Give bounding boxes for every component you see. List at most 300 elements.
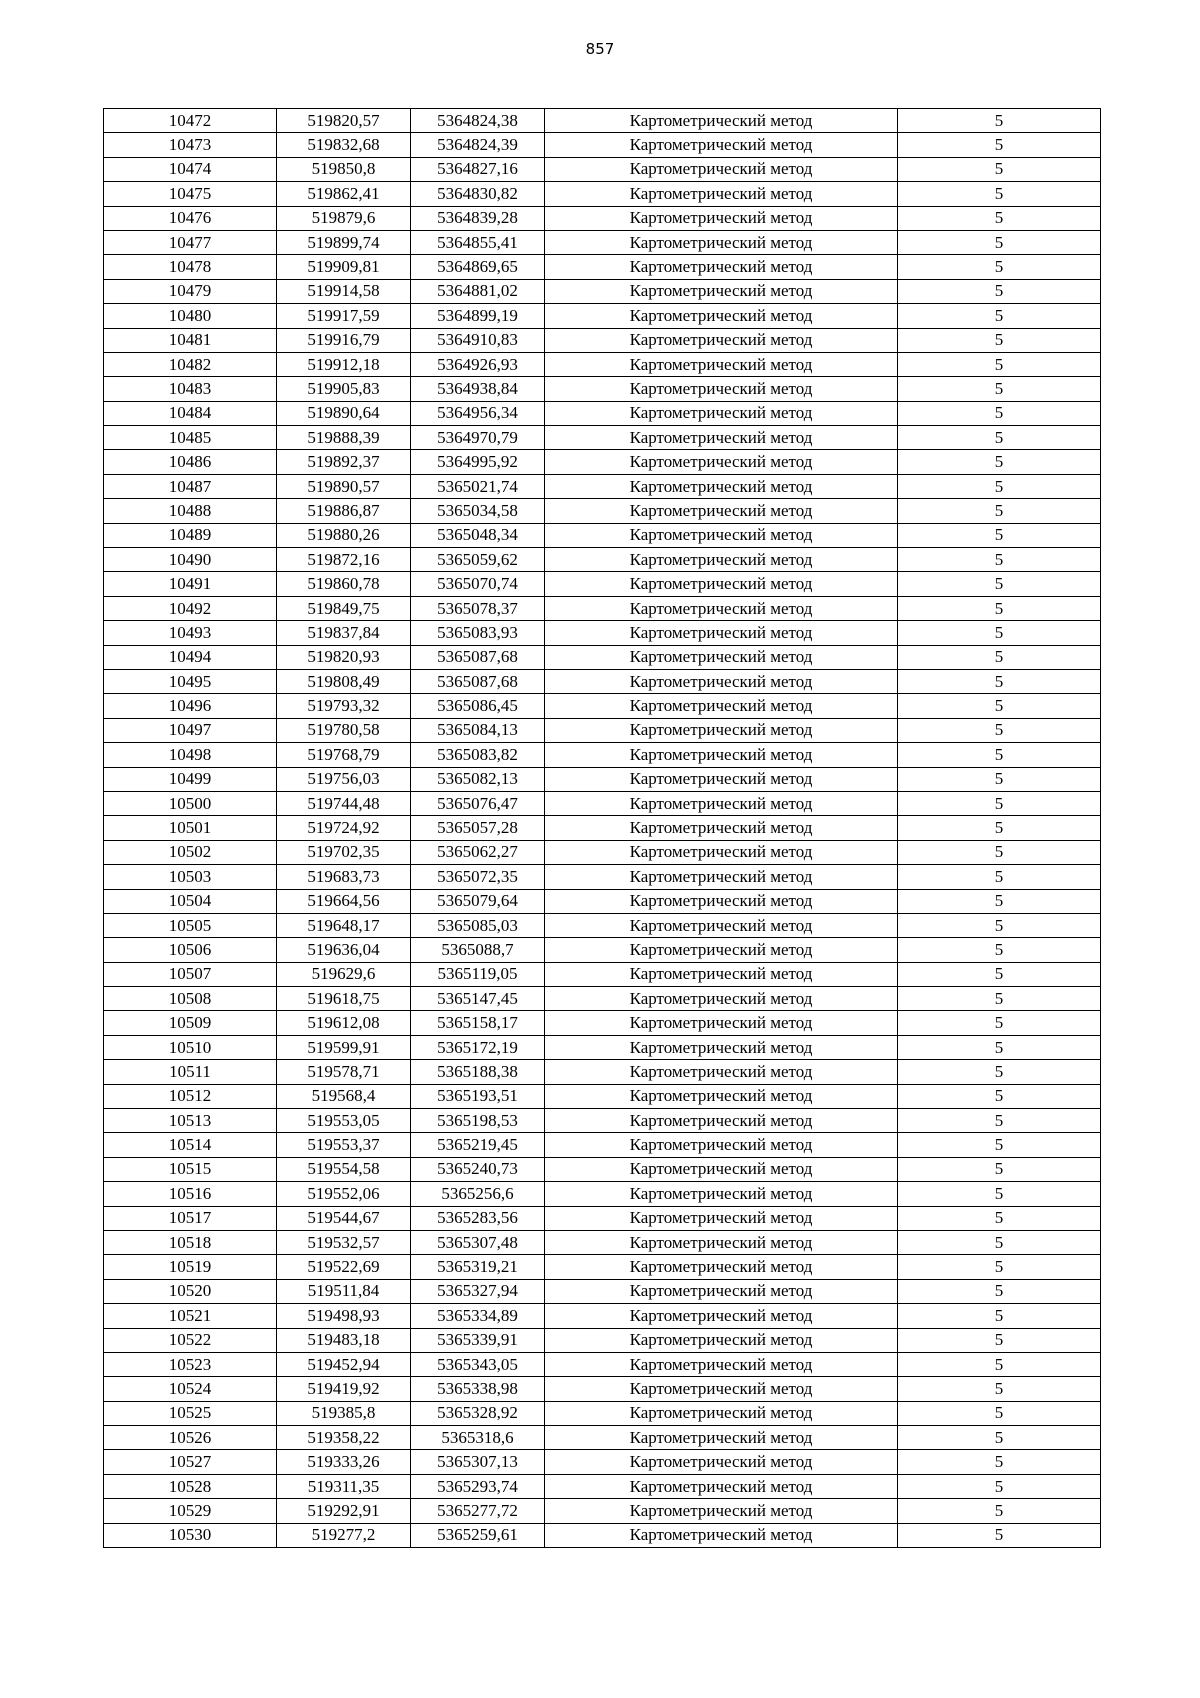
- accuracy-cell: 5: [898, 1084, 1101, 1108]
- y-coordinate-cell: 5365343,05: [411, 1352, 545, 1376]
- table-row: [104, 962, 1101, 986]
- y-coordinate-cell: 5365079,64: [411, 889, 545, 913]
- x-coordinate-cell: 519917,59: [277, 304, 411, 328]
- y-coordinate-cell: 5365328,92: [411, 1401, 545, 1425]
- table-body: [104, 109, 1101, 1548]
- x-coordinate-cell: 519832,68: [277, 133, 411, 157]
- accuracy-cell: 5: [898, 304, 1101, 328]
- point-number-cell: 10524: [104, 1377, 277, 1401]
- point-number-cell: 10503: [104, 865, 277, 889]
- x-coordinate-cell: 519808,49: [277, 669, 411, 693]
- y-coordinate-cell: 5365087,68: [411, 645, 545, 669]
- accuracy-cell: 5: [898, 279, 1101, 303]
- table-row: [104, 743, 1101, 767]
- y-coordinate-cell: 5365070,74: [411, 572, 545, 596]
- point-number-cell: 10491: [104, 572, 277, 596]
- table-row: [104, 1352, 1101, 1376]
- x-coordinate-cell: 519862,41: [277, 182, 411, 206]
- point-number-cell: 10527: [104, 1450, 277, 1474]
- table-row: [104, 1401, 1101, 1425]
- y-coordinate-cell: 5365086,45: [411, 694, 545, 718]
- table-row: [104, 1377, 1101, 1401]
- table-row: [104, 1328, 1101, 1352]
- y-coordinate-cell: 5365318,6: [411, 1426, 545, 1450]
- table-row: [104, 109, 1101, 133]
- accuracy-cell: 5: [898, 596, 1101, 620]
- point-number-cell: 10473: [104, 133, 277, 157]
- y-coordinate-cell: 5365172,19: [411, 1035, 545, 1059]
- point-number-cell: 10477: [104, 230, 277, 254]
- y-coordinate-cell: 5365085,03: [411, 913, 545, 937]
- method-cell: Картометрический метод: [545, 548, 898, 572]
- point-number-cell: 10520: [104, 1279, 277, 1303]
- y-coordinate-cell: 5365059,62: [411, 548, 545, 572]
- point-number-cell: 10494: [104, 645, 277, 669]
- point-number-cell: 10476: [104, 206, 277, 230]
- accuracy-cell: 5: [898, 328, 1101, 352]
- table-row: [104, 1499, 1101, 1523]
- point-number-cell: 10519: [104, 1255, 277, 1279]
- table-row: [104, 1279, 1101, 1303]
- point-number-cell: 10528: [104, 1474, 277, 1498]
- point-number-cell: 10483: [104, 377, 277, 401]
- table-row: [104, 889, 1101, 913]
- table-row: [104, 352, 1101, 376]
- method-cell: Картометрический метод: [545, 1084, 898, 1108]
- y-coordinate-cell: 5364855,41: [411, 230, 545, 254]
- point-number-cell: 10508: [104, 987, 277, 1011]
- x-coordinate-cell: 519780,58: [277, 718, 411, 742]
- method-cell: Картометрический метод: [545, 840, 898, 864]
- table-row: [104, 621, 1101, 645]
- point-number-cell: 10485: [104, 426, 277, 450]
- x-coordinate-cell: 519849,75: [277, 596, 411, 620]
- accuracy-cell: 5: [898, 426, 1101, 450]
- x-coordinate-cell: 519886,87: [277, 499, 411, 523]
- accuracy-cell: 5: [898, 450, 1101, 474]
- y-coordinate-cell: 5365119,05: [411, 962, 545, 986]
- x-coordinate-cell: 519888,39: [277, 426, 411, 450]
- point-number-cell: 10504: [104, 889, 277, 913]
- method-cell: Картометрический метод: [545, 1523, 898, 1547]
- method-cell: Картометрический метод: [545, 230, 898, 254]
- table-row: [104, 694, 1101, 718]
- point-number-cell: 10516: [104, 1182, 277, 1206]
- table-row: [104, 865, 1101, 889]
- method-cell: Картометрический метод: [545, 1328, 898, 1352]
- y-coordinate-cell: 5365048,34: [411, 523, 545, 547]
- method-cell: Картометрический метод: [545, 1377, 898, 1401]
- point-number-cell: 10518: [104, 1230, 277, 1254]
- x-coordinate-cell: 519385,8: [277, 1401, 411, 1425]
- point-number-cell: 10493: [104, 621, 277, 645]
- table-row: [104, 1035, 1101, 1059]
- point-number-cell: 10495: [104, 669, 277, 693]
- accuracy-cell: 5: [898, 1304, 1101, 1328]
- y-coordinate-cell: 5364938,84: [411, 377, 545, 401]
- accuracy-cell: 5: [898, 694, 1101, 718]
- table-row: [104, 499, 1101, 523]
- point-number-cell: 10482: [104, 352, 277, 376]
- x-coordinate-cell: 519452,94: [277, 1352, 411, 1376]
- point-number-cell: 10484: [104, 401, 277, 425]
- accuracy-cell: 5: [898, 1230, 1101, 1254]
- table-row: [104, 596, 1101, 620]
- point-number-cell: 10478: [104, 255, 277, 279]
- method-cell: Картометрический метод: [545, 889, 898, 913]
- x-coordinate-cell: 519820,93: [277, 645, 411, 669]
- y-coordinate-cell: 5365338,98: [411, 1377, 545, 1401]
- point-number-cell: 10529: [104, 1499, 277, 1523]
- x-coordinate-cell: 519553,37: [277, 1133, 411, 1157]
- method-cell: Картометрический метод: [545, 352, 898, 376]
- y-coordinate-cell: 5365334,89: [411, 1304, 545, 1328]
- point-number-cell: 10499: [104, 767, 277, 791]
- point-number-cell: 10487: [104, 474, 277, 498]
- point-number-cell: 10481: [104, 328, 277, 352]
- y-coordinate-cell: 5365319,21: [411, 1255, 545, 1279]
- y-coordinate-cell: 5365062,27: [411, 840, 545, 864]
- point-number-cell: 10521: [104, 1304, 277, 1328]
- method-cell: Картометрический метод: [545, 182, 898, 206]
- accuracy-cell: 5: [898, 548, 1101, 572]
- accuracy-cell: 5: [898, 255, 1101, 279]
- point-number-cell: 10488: [104, 499, 277, 523]
- y-coordinate-cell: 5365076,47: [411, 791, 545, 815]
- x-coordinate-cell: 519292,91: [277, 1499, 411, 1523]
- point-number-cell: 10489: [104, 523, 277, 547]
- table-row: [104, 523, 1101, 547]
- point-number-cell: 10479: [104, 279, 277, 303]
- y-coordinate-cell: 5365240,73: [411, 1157, 545, 1181]
- point-number-cell: 10505: [104, 913, 277, 937]
- y-coordinate-cell: 5365021,74: [411, 474, 545, 498]
- x-coordinate-cell: 519683,73: [277, 865, 411, 889]
- y-coordinate-cell: 5365087,68: [411, 669, 545, 693]
- y-coordinate-cell: 5364910,83: [411, 328, 545, 352]
- x-coordinate-cell: 519554,58: [277, 1157, 411, 1181]
- y-coordinate-cell: 5365277,72: [411, 1499, 545, 1523]
- method-cell: Картометрический метод: [545, 377, 898, 401]
- accuracy-cell: 5: [898, 1523, 1101, 1547]
- point-number-cell: 10492: [104, 596, 277, 620]
- method-cell: Картометрический метод: [545, 523, 898, 547]
- table-row: [104, 157, 1101, 181]
- table-row: [104, 1474, 1101, 1498]
- accuracy-cell: 5: [898, 1206, 1101, 1230]
- table-row: [104, 1109, 1101, 1133]
- x-coordinate-cell: 519311,35: [277, 1474, 411, 1498]
- accuracy-cell: 5: [898, 109, 1101, 133]
- method-cell: Картометрический метод: [545, 1304, 898, 1328]
- accuracy-cell: 5: [898, 938, 1101, 962]
- y-coordinate-cell: 5364839,28: [411, 206, 545, 230]
- x-coordinate-cell: 519568,4: [277, 1084, 411, 1108]
- method-cell: Картометрический метод: [545, 157, 898, 181]
- table-row: [104, 1450, 1101, 1474]
- accuracy-cell: 5: [898, 230, 1101, 254]
- accuracy-cell: 5: [898, 352, 1101, 376]
- accuracy-cell: 5: [898, 1352, 1101, 1376]
- accuracy-cell: 5: [898, 1426, 1101, 1450]
- y-coordinate-cell: 5365082,13: [411, 767, 545, 791]
- x-coordinate-cell: 519532,57: [277, 1230, 411, 1254]
- point-number-cell: 10480: [104, 304, 277, 328]
- point-number-cell: 10514: [104, 1133, 277, 1157]
- method-cell: Картометрический метод: [545, 987, 898, 1011]
- x-coordinate-cell: 519899,74: [277, 230, 411, 254]
- point-number-cell: 10497: [104, 718, 277, 742]
- x-coordinate-cell: 519909,81: [277, 255, 411, 279]
- x-coordinate-cell: 519599,91: [277, 1035, 411, 1059]
- table-row: [104, 1255, 1101, 1279]
- method-cell: Картометрический метод: [545, 645, 898, 669]
- table-row: [104, 1084, 1101, 1108]
- table-row: [104, 328, 1101, 352]
- point-number-cell: 10522: [104, 1328, 277, 1352]
- x-coordinate-cell: 519879,6: [277, 206, 411, 230]
- table-row: [104, 938, 1101, 962]
- y-coordinate-cell: 5365088,7: [411, 938, 545, 962]
- point-number-cell: 10510: [104, 1035, 277, 1059]
- method-cell: Картометрический метод: [545, 1157, 898, 1181]
- x-coordinate-cell: 519358,22: [277, 1426, 411, 1450]
- method-cell: Картометрический метод: [545, 1474, 898, 1498]
- y-coordinate-cell: 5365188,38: [411, 1060, 545, 1084]
- accuracy-cell: 5: [898, 816, 1101, 840]
- point-number-cell: 10517: [104, 1206, 277, 1230]
- x-coordinate-cell: 519820,57: [277, 109, 411, 133]
- accuracy-cell: 5: [898, 206, 1101, 230]
- x-coordinate-cell: 519768,79: [277, 743, 411, 767]
- method-cell: Картометрический метод: [545, 962, 898, 986]
- accuracy-cell: 5: [898, 1035, 1101, 1059]
- method-cell: Картометрический метод: [545, 1035, 898, 1059]
- accuracy-cell: 5: [898, 157, 1101, 181]
- accuracy-cell: 5: [898, 913, 1101, 937]
- x-coordinate-cell: 519850,8: [277, 157, 411, 181]
- point-number-cell: 10496: [104, 694, 277, 718]
- accuracy-cell: 5: [898, 1450, 1101, 1474]
- table-row: [104, 377, 1101, 401]
- point-number-cell: 10530: [104, 1523, 277, 1547]
- method-cell: Картометрический метод: [545, 718, 898, 742]
- table-row: [104, 426, 1101, 450]
- x-coordinate-cell: 519483,18: [277, 1328, 411, 1352]
- table-row: [104, 645, 1101, 669]
- accuracy-cell: 5: [898, 182, 1101, 206]
- y-coordinate-cell: 5365283,56: [411, 1206, 545, 1230]
- accuracy-cell: 5: [898, 1182, 1101, 1206]
- method-cell: Картометрический метод: [545, 328, 898, 352]
- point-number-cell: 10501: [104, 816, 277, 840]
- x-coordinate-cell: 519860,78: [277, 572, 411, 596]
- x-coordinate-cell: 519612,08: [277, 1011, 411, 1035]
- method-cell: Картометрический метод: [545, 255, 898, 279]
- x-coordinate-cell: 519837,84: [277, 621, 411, 645]
- table-row: [104, 1523, 1101, 1547]
- accuracy-cell: 5: [898, 1499, 1101, 1523]
- y-coordinate-cell: 5364995,92: [411, 450, 545, 474]
- accuracy-cell: 5: [898, 669, 1101, 693]
- x-coordinate-cell: 519553,05: [277, 1109, 411, 1133]
- x-coordinate-cell: 519890,64: [277, 401, 411, 425]
- x-coordinate-cell: 519648,17: [277, 913, 411, 937]
- x-coordinate-cell: 519578,71: [277, 1060, 411, 1084]
- method-cell: Картометрический метод: [545, 1401, 898, 1425]
- point-number-cell: 10515: [104, 1157, 277, 1181]
- y-coordinate-cell: 5365256,6: [411, 1182, 545, 1206]
- table-row: [104, 987, 1101, 1011]
- table-row: [104, 1304, 1101, 1328]
- y-coordinate-cell: 5364830,82: [411, 182, 545, 206]
- method-cell: Картометрический метод: [545, 450, 898, 474]
- table-row: [104, 1060, 1101, 1084]
- point-number-cell: 10525: [104, 1401, 277, 1425]
- x-coordinate-cell: 519522,69: [277, 1255, 411, 1279]
- table-row: [104, 450, 1101, 474]
- y-coordinate-cell: 5365057,28: [411, 816, 545, 840]
- point-number-cell: 10472: [104, 109, 277, 133]
- y-coordinate-cell: 5365193,51: [411, 1084, 545, 1108]
- method-cell: Картометрический метод: [545, 767, 898, 791]
- point-number-cell: 10506: [104, 938, 277, 962]
- x-coordinate-cell: 519511,84: [277, 1279, 411, 1303]
- point-number-cell: 10513: [104, 1109, 277, 1133]
- accuracy-cell: 5: [898, 401, 1101, 425]
- y-coordinate-cell: 5365307,48: [411, 1230, 545, 1254]
- method-cell: Картометрический метод: [545, 938, 898, 962]
- accuracy-cell: 5: [898, 987, 1101, 1011]
- table-row: [104, 230, 1101, 254]
- table-row: [104, 1133, 1101, 1157]
- accuracy-cell: 5: [898, 474, 1101, 498]
- accuracy-cell: 5: [898, 1060, 1101, 1084]
- y-coordinate-cell: 5365219,45: [411, 1133, 545, 1157]
- accuracy-cell: 5: [898, 1157, 1101, 1181]
- x-coordinate-cell: 519702,35: [277, 840, 411, 864]
- method-cell: Картометрический метод: [545, 1279, 898, 1303]
- method-cell: Картометрический метод: [545, 1426, 898, 1450]
- table-row: [104, 669, 1101, 693]
- x-coordinate-cell: 519892,37: [277, 450, 411, 474]
- table-row: [104, 255, 1101, 279]
- y-coordinate-cell: 5364926,93: [411, 352, 545, 376]
- accuracy-cell: 5: [898, 962, 1101, 986]
- table-row: [104, 840, 1101, 864]
- accuracy-cell: 5: [898, 1133, 1101, 1157]
- y-coordinate-cell: 5365158,17: [411, 1011, 545, 1035]
- table-row: [104, 206, 1101, 230]
- accuracy-cell: 5: [898, 1109, 1101, 1133]
- y-coordinate-cell: 5364956,34: [411, 401, 545, 425]
- table-row: [104, 1426, 1101, 1450]
- table-row: [104, 474, 1101, 498]
- point-number-cell: 10474: [104, 157, 277, 181]
- y-coordinate-cell: 5365307,13: [411, 1450, 545, 1474]
- method-cell: Картометрический метод: [545, 621, 898, 645]
- x-coordinate-cell: 519618,75: [277, 987, 411, 1011]
- method-cell: Картометрический метод: [545, 304, 898, 328]
- table-row: [104, 1206, 1101, 1230]
- x-coordinate-cell: 519333,26: [277, 1450, 411, 1474]
- method-cell: Картометрический метод: [545, 1011, 898, 1035]
- method-cell: Картометрический метод: [545, 743, 898, 767]
- x-coordinate-cell: 519905,83: [277, 377, 411, 401]
- accuracy-cell: 5: [898, 645, 1101, 669]
- accuracy-cell: 5: [898, 523, 1101, 547]
- x-coordinate-cell: 519724,92: [277, 816, 411, 840]
- method-cell: Картометрический метод: [545, 133, 898, 157]
- accuracy-cell: 5: [898, 743, 1101, 767]
- table-row: [104, 182, 1101, 206]
- method-cell: Картометрический метод: [545, 913, 898, 937]
- y-coordinate-cell: 5364899,19: [411, 304, 545, 328]
- y-coordinate-cell: 5364824,39: [411, 133, 545, 157]
- y-coordinate-cell: 5365084,13: [411, 718, 545, 742]
- x-coordinate-cell: 519277,2: [277, 1523, 411, 1547]
- y-coordinate-cell: 5365147,45: [411, 987, 545, 1011]
- table-row: [104, 1182, 1101, 1206]
- point-number-cell: 10526: [104, 1426, 277, 1450]
- method-cell: Картометрический метод: [545, 1352, 898, 1376]
- y-coordinate-cell: 5365259,61: [411, 1523, 545, 1547]
- method-cell: Картометрический метод: [545, 1450, 898, 1474]
- table-row: [104, 133, 1101, 157]
- method-cell: Картометрический метод: [545, 499, 898, 523]
- table-row: [104, 816, 1101, 840]
- x-coordinate-cell: 519552,06: [277, 1182, 411, 1206]
- method-cell: Картометрический метод: [545, 426, 898, 450]
- x-coordinate-cell: 519744,48: [277, 791, 411, 815]
- table-row: [104, 767, 1101, 791]
- table-row: [104, 913, 1101, 937]
- point-number-cell: 10509: [104, 1011, 277, 1035]
- x-coordinate-cell: 519756,03: [277, 767, 411, 791]
- accuracy-cell: 5: [898, 621, 1101, 645]
- y-coordinate-cell: 5364869,65: [411, 255, 545, 279]
- y-coordinate-cell: 5365083,82: [411, 743, 545, 767]
- x-coordinate-cell: 519914,58: [277, 279, 411, 303]
- x-coordinate-cell: 519793,32: [277, 694, 411, 718]
- method-cell: Картометрический метод: [545, 1060, 898, 1084]
- method-cell: Картометрический метод: [545, 596, 898, 620]
- method-cell: Картометрический метод: [545, 1109, 898, 1133]
- x-coordinate-cell: 519498,93: [277, 1304, 411, 1328]
- y-coordinate-cell: 5365327,94: [411, 1279, 545, 1303]
- point-number-cell: 10512: [104, 1084, 277, 1108]
- y-coordinate-cell: 5365034,58: [411, 499, 545, 523]
- accuracy-cell: 5: [898, 133, 1101, 157]
- x-coordinate-cell: 519912,18: [277, 352, 411, 376]
- y-coordinate-cell: 5365072,35: [411, 865, 545, 889]
- table-row: [104, 1230, 1101, 1254]
- table-row: [104, 572, 1101, 596]
- accuracy-cell: 5: [898, 1328, 1101, 1352]
- x-coordinate-cell: 519880,26: [277, 523, 411, 547]
- x-coordinate-cell: 519916,79: [277, 328, 411, 352]
- method-cell: Картометрический метод: [545, 1206, 898, 1230]
- point-number-cell: 10486: [104, 450, 277, 474]
- point-number-cell: 10475: [104, 182, 277, 206]
- method-cell: Картометрический метод: [545, 669, 898, 693]
- table-row: [104, 718, 1101, 742]
- table-row: [104, 548, 1101, 572]
- method-cell: Картометрический метод: [545, 1182, 898, 1206]
- method-cell: Картометрический метод: [545, 816, 898, 840]
- point-number-cell: 10511: [104, 1060, 277, 1084]
- table-row: [104, 1011, 1101, 1035]
